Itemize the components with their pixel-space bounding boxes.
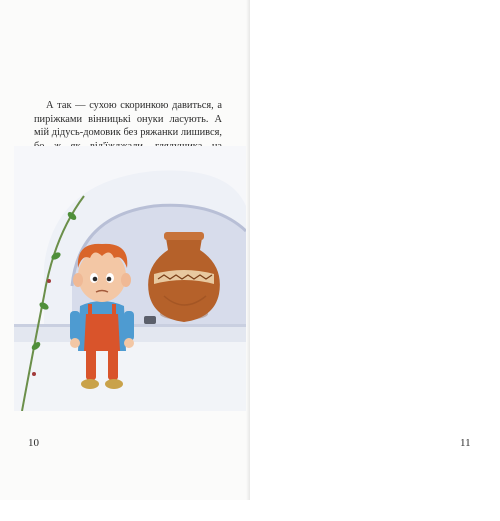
- page-number-right: 11: [460, 437, 471, 449]
- wall-lower: [14, 342, 246, 411]
- right-page: [250, 0, 500, 500]
- small-object: [144, 316, 156, 324]
- illustration: [14, 146, 246, 411]
- left-paragraph: А так — сухою скоринкою давиться, а пиріжками вінницькі онуки ласують. А мій дідусь-домовик без ряжанки лишився,: [34, 100, 222, 139]
- left-page: [0, 0, 250, 500]
- page-number-left: 10: [28, 437, 39, 449]
